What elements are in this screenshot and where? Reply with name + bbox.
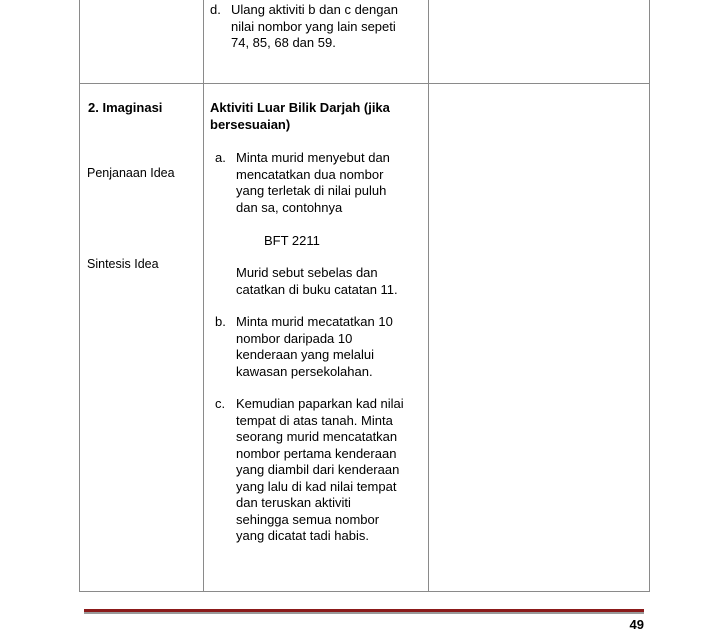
item-c-line-3: seorang murid mencatatkan <box>236 429 398 444</box>
item-b-line-2: nombor daripada 10 <box>236 330 353 346</box>
item-d-line-1: Ulang aktiviti b dan c dengan <box>231 2 398 17</box>
item-a-marker: a. <box>215 150 226 165</box>
item-c-line-2: tempat di atas tanah. Minta <box>236 412 393 428</box>
item-a-example: BFT 2211 <box>264 233 320 248</box>
table-col-divider-1 <box>203 0 204 592</box>
item-b-line-1: Minta murid mecatatkan 10 <box>236 314 393 329</box>
table-bottom-border <box>79 591 650 592</box>
item-b-marker: b. <box>215 314 226 329</box>
section-heading-imaginasi: 2. Imaginasi <box>88 100 163 115</box>
item-a-line-4: dan sa, contohnya <box>236 199 343 215</box>
activity-title-line-1: Aktiviti Luar Bilik Darjah (jika <box>210 100 390 115</box>
item-a-line-3: yang terletak di nilai puluh <box>236 183 387 198</box>
item-b-line-4: kawasan persekolahan. <box>236 363 373 379</box>
item-c-line-1: Kemudian paparkan kad nilai <box>236 396 404 411</box>
item-d-line-3: 74, 85, 68 dan 59. <box>231 35 336 50</box>
row-divider <box>79 83 650 84</box>
item-c-line-4: nombor pertama kenderaan <box>236 445 397 461</box>
item-c-line-9: yang dicatat tadi habis. <box>236 528 369 543</box>
item-c-line-5: yang diambil dari kenderaan <box>236 462 400 477</box>
item-a-line-1: Minta murid menyebut dan <box>236 150 390 165</box>
table-left-border <box>79 0 80 592</box>
item-a-after-line-2: catatkan di buku catatan 11. <box>236 281 398 297</box>
item-a-after-line-1: Murid sebut sebelas dan <box>236 265 378 280</box>
item-c-marker: c. <box>215 396 226 411</box>
item-d-line-2: nilai nombor yang lain sepeti <box>231 18 396 34</box>
label-sintesis-idea: Sintesis Idea <box>87 257 159 271</box>
item-b-line-3: kenderaan yang melalui <box>236 347 375 362</box>
table-right-border <box>649 0 650 592</box>
item-d-marker: d. <box>210 2 221 17</box>
activity-title-line-2: bersesuaian) <box>210 117 291 132</box>
label-penjanaan-idea: Penjanaan Idea <box>87 166 175 180</box>
item-c-line-8: sehingga semua nombor <box>236 511 380 527</box>
footer-rule-gray <box>84 612 644 614</box>
item-c-line-6: yang lalu di kad nilai tempat <box>236 478 397 494</box>
item-c-line-7: dan teruskan aktiviti <box>236 495 351 510</box>
page-number: 49 <box>629 617 644 632</box>
table-col-divider-2 <box>428 0 429 592</box>
item-a-line-2: mencatatkan dua nombor <box>236 166 384 182</box>
